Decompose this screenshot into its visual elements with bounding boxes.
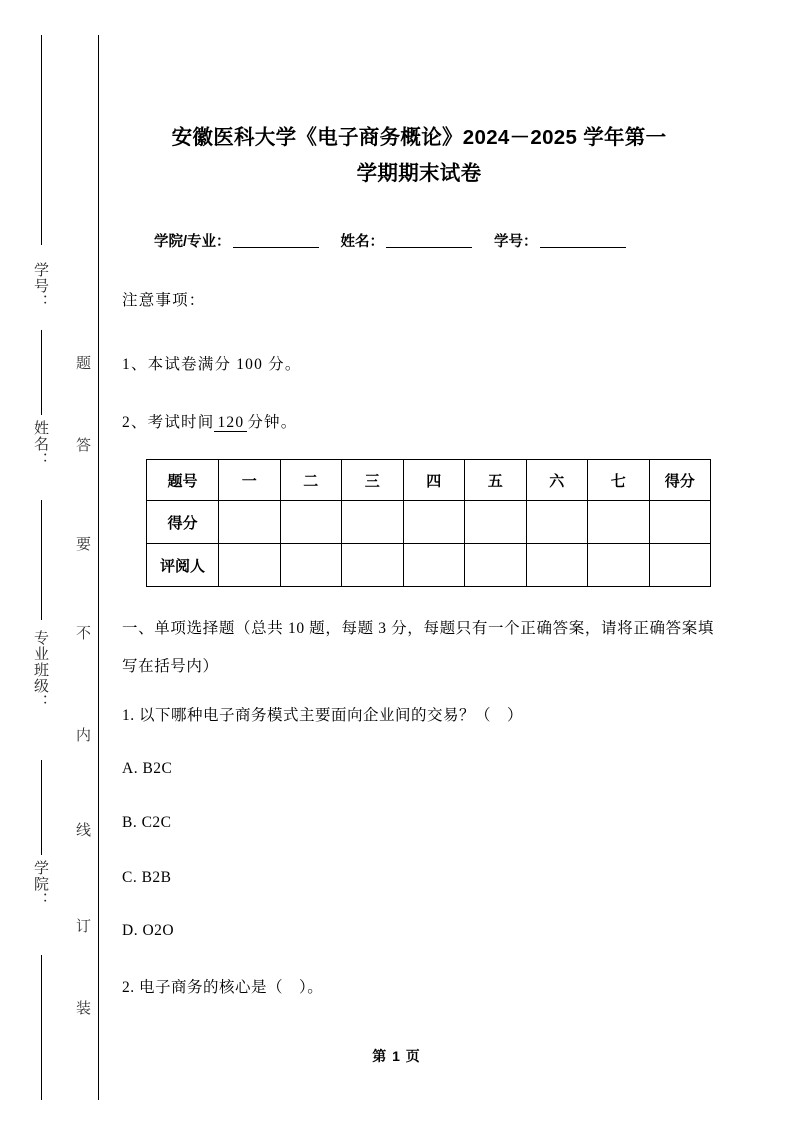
sealing-char-yao: 要 [74, 536, 90, 552]
score-table-header-cell: 二 [280, 460, 342, 501]
duration-value: 120 [214, 414, 247, 432]
score-table-header-cell: 四 [403, 460, 465, 501]
note-item-total-score: 1、本试卷满分 100 分。 [122, 356, 302, 373]
table-row [147, 501, 711, 544]
score-table [146, 459, 711, 587]
grader-cell[interactable] [219, 544, 281, 587]
question-1-option-d[interactable]: D. O2O [122, 922, 175, 939]
sidebar-label-college: 学院： [32, 860, 48, 908]
question-1-option-a[interactable]: A. B2C [122, 760, 173, 777]
score-cell[interactable] [649, 501, 711, 544]
binding-segment-line [41, 760, 42, 855]
binding-segment-line [41, 500, 42, 620]
score-cell[interactable] [465, 501, 527, 544]
score-table-header-cell: 三 [342, 460, 404, 501]
score-cell[interactable] [342, 501, 404, 544]
score-table-header-cell: 得分 [649, 460, 711, 501]
score-table-header-cell: 六 [526, 460, 588, 501]
binding-vertical-line [98, 35, 99, 1100]
sealing-char-zhuang: 装 [74, 1000, 90, 1016]
page-title [124, 120, 714, 192]
table-row [147, 544, 711, 587]
page-footer: 第 1 页 [372, 1048, 421, 1064]
score-cell[interactable] [280, 501, 342, 544]
row-label-grader: 评阅人 [147, 544, 219, 587]
sealing-char-nei: 内 [74, 727, 90, 743]
binding-segment-line [41, 330, 42, 415]
question-1-text: 1. 以下哪种电子商务模式主要面向企业间的交易？（ ） [122, 707, 524, 724]
section-one-heading: 一、单项选择题（总共 10 题，每题 3 分，每题只有一个正确答案，请将正确答案填写在括号内） [122, 620, 714, 675]
grader-cell[interactable] [465, 544, 527, 587]
grader-cell[interactable] [342, 544, 404, 587]
score-table-header-cell: 题号 [147, 460, 219, 501]
grader-cell[interactable] [403, 544, 465, 587]
score-table-header-cell: 五 [465, 460, 527, 501]
duration-suffix: 分钟。 [247, 414, 298, 431]
student-info-row [134, 230, 714, 251]
binding-segment-line [41, 35, 42, 245]
grader-cell[interactable] [649, 544, 711, 587]
college-major-blank[interactable] [233, 247, 319, 248]
score-cell[interactable] [219, 501, 281, 544]
sealing-char-ti: 题 [74, 355, 90, 371]
duration-prefix: 2、考试时间 [122, 414, 215, 431]
sealing-char-bu: 不 [74, 625, 90, 641]
exam-title-line-2: 学期期末试卷 [356, 162, 482, 185]
score-cell[interactable] [588, 501, 650, 544]
score-cell[interactable] [403, 501, 465, 544]
binding-segment-line [41, 955, 42, 1100]
sidebar-label-major-class: 专业班级： [32, 630, 48, 710]
name-label: 姓名： [340, 234, 385, 250]
grader-cell[interactable] [526, 544, 588, 587]
row-label-score: 得分 [147, 501, 219, 544]
name-blank[interactable] [386, 247, 472, 248]
question-2-text: 2. 电子商务的核心是（ ）。 [122, 979, 324, 996]
question-1-option-b[interactable]: B. C2C [122, 814, 172, 831]
question-1-option-c[interactable]: C. B2B [122, 869, 172, 886]
score-table-header-cell: 七 [588, 460, 650, 501]
note-item-duration [122, 410, 297, 432]
score-table-header-cell: 一 [219, 460, 281, 501]
student-id-label: 学号： [494, 234, 538, 250]
binding-margin [0, 0, 100, 1122]
sidebar-label-name: 姓名： [32, 420, 48, 468]
college-major-label: 学院/专业： [154, 234, 231, 250]
notes-heading: 注意事项： [122, 292, 206, 309]
sidebar-label-student-id: 学号： [32, 262, 48, 310]
table-row-header [147, 460, 711, 501]
exam-title-line-1: 安徽医科大学《电子商务概论》2024－2025 学年第一 [171, 126, 667, 149]
grader-cell[interactable] [280, 544, 342, 587]
score-cell[interactable] [526, 501, 588, 544]
sealing-char-ding: 订 [74, 918, 90, 934]
grader-cell[interactable] [588, 544, 650, 587]
sealing-char-da: 答 [74, 437, 90, 453]
sealing-char-xian: 线 [74, 822, 90, 838]
student-id-blank[interactable] [540, 247, 626, 248]
